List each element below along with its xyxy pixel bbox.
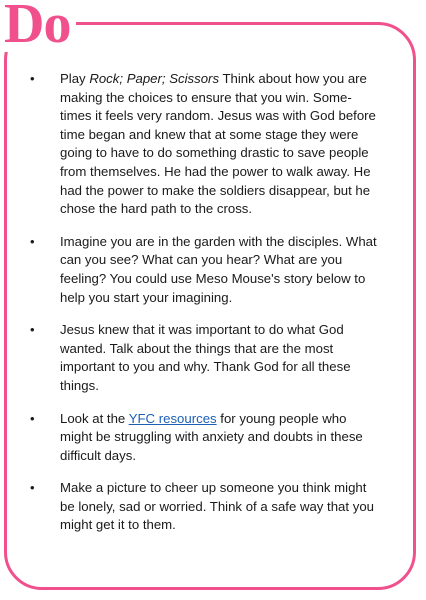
- item-text: Imagine you are in the garden with the disciples. What can you see? What can you hear? What are you feeling? You could use Meso Mouse's story below to help you start your imagining.: [60, 233, 377, 305]
- item-intro: Look at the: [60, 410, 129, 426]
- bullet-icon: •: [30, 322, 35, 338]
- item-text: for young people who might be struggling with anxiety and doubts in these difficult days.: [60, 410, 363, 463]
- yfc-resources-link[interactable]: YFC resources: [128, 410, 217, 426]
- item-intro: Play: [60, 71, 90, 86]
- item-text: Jesus knew that it was important to do what God wanted. Talk about the things that are the most important to you and why. Thank God for all these things.: [60, 322, 351, 393]
- item-text: Think about how you are making the choices to ensure that you win. Some- times it feels very random. Jesus was with God before time began and knew that at some stage they were going to have to do something drastic to save people from themselves. He had the power to walk away. He had the power to make the soldiers disappear, but he chose the hard path to the cross.: [60, 71, 376, 217]
- bullet-icon: •: [30, 71, 35, 86]
- game-name: Rock; Paper; Scissors: [89, 71, 220, 86]
- list-item: [30, 410, 380, 466]
- list-item: [30, 70, 380, 219]
- list-item: [30, 233, 380, 307]
- bullet-icon: •: [30, 410, 35, 426]
- bullet-icon: •: [30, 480, 35, 496]
- bullet-icon: •: [30, 233, 35, 249]
- list-item: [30, 321, 380, 395]
- page-title: Do: [2, 0, 76, 52]
- list-item: [30, 479, 380, 535]
- activity-list: [30, 70, 380, 549]
- item-text: Make a picture to cheer up someone you think might be lonely, sad or worried. Think of a safe way that you might get it to them.: [60, 480, 374, 533]
